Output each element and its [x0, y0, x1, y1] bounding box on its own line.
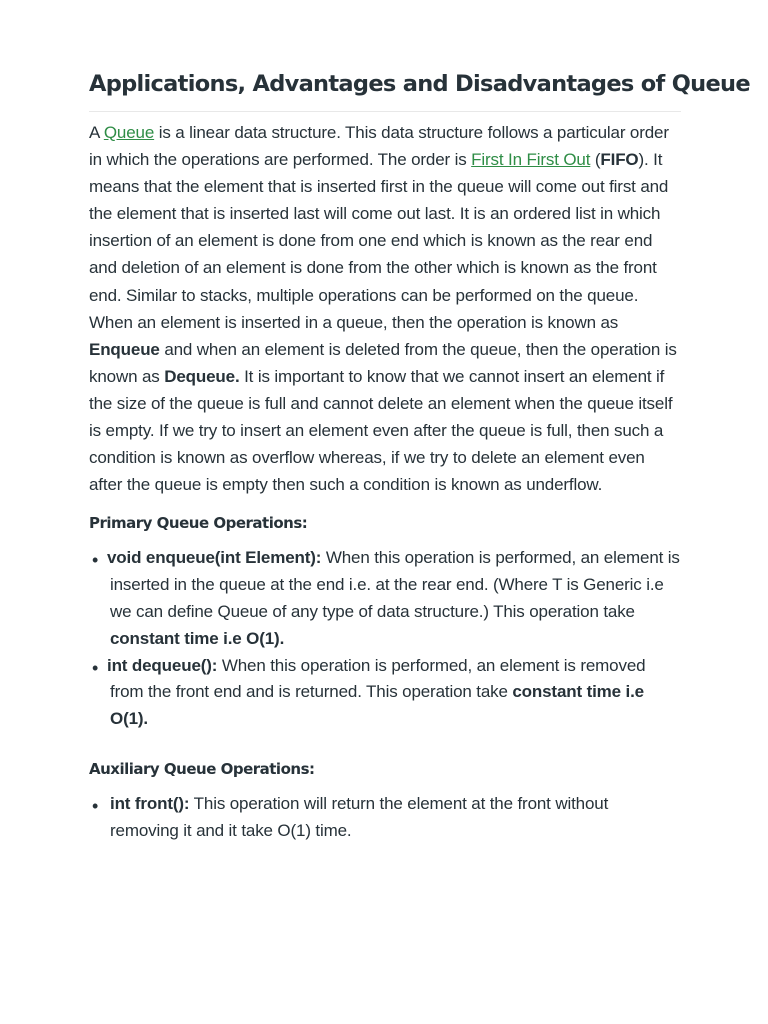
- intro-text-4: ). It means that the element that is inserted first in the queue will come out first and the element that is inserted last will come out last. It is an ordered list in which insertion of an element is done from one end which is known as the rear end and deletion of an element is done from the other which is known as the front end. Similar to stacks, multiple operations can be performed on the queue. When an element is inserted in a queue, then the operation is known as: [89, 150, 669, 332]
- dequeue-signature: int dequeue():: [107, 655, 218, 675]
- title-divider: [89, 111, 681, 112]
- fifo-link[interactable]: First In First Out: [471, 150, 591, 170]
- dequeue-bold: Dequeue.: [164, 366, 240, 386]
- intro-text-3: (: [590, 150, 601, 170]
- enqueue-bold: Enqueue: [89, 339, 160, 359]
- article: [89, 0, 750, 844]
- fifo-bold: FIFO: [600, 150, 639, 170]
- auxiliary-operations-list: [89, 791, 681, 845]
- intro-text-6: It is important to know that we cannot insert an element if the size of the queue is full and cannot delete an element when the queue itself is empty. If we try to insert an element even after the queue is full, then such a condition is known as overflow whereas, if we try to delete an element even after the queue is empty then such a condition is known as underflow.: [89, 366, 673, 495]
- bullet-icon: •: [92, 657, 99, 678]
- primary-operations-list: [89, 545, 681, 733]
- list-item-enqueue: [89, 545, 681, 652]
- front-description: This operation will return the element at the front without removing it and it take O(1) time.: [110, 793, 609, 840]
- bullet-icon: •: [92, 550, 99, 571]
- intro-text-1: A: [89, 123, 104, 142]
- list-item-dequeue: [89, 653, 681, 733]
- list-item-front: [89, 791, 681, 845]
- intro-text-2: is a linear data structure. This data structure follows a particular order in which the operations are performed. The order is: [89, 123, 669, 170]
- queue-link[interactable]: Queue: [103, 123, 155, 142]
- enqueue-complexity: constant time i.e O(1).: [110, 628, 285, 648]
- enqueue-description: When this operation is performed, an element is inserted in the queue at the end i.e. at the rear end. (Where T is Generic i.e we can define Queue of any type of data structure.) This operation take: [110, 548, 680, 621]
- bullet-icon: •: [92, 795, 99, 816]
- enqueue-signature: void enqueue(int Element):: [107, 548, 322, 568]
- front-signature: int front():: [110, 793, 190, 813]
- intro-text-5: and when an element is deleted from the queue, then the operation is known as: [89, 339, 677, 386]
- dequeue-complexity: constant time i.e O(1).: [110, 682, 644, 729]
- dequeue-description: When this operation is performed, an element is removed from the front end and is returned. This operation take: [110, 655, 646, 702]
- page-title: Applications, Advantages and Disadvantages of Queue: [89, 71, 750, 97]
- primary-operations-heading: Primary Queue Operations:: [89, 514, 308, 533]
- auxiliary-operations-heading: Auxiliary Queue Operations:: [89, 759, 315, 778]
- intro-paragraph: [89, 119, 681, 498]
